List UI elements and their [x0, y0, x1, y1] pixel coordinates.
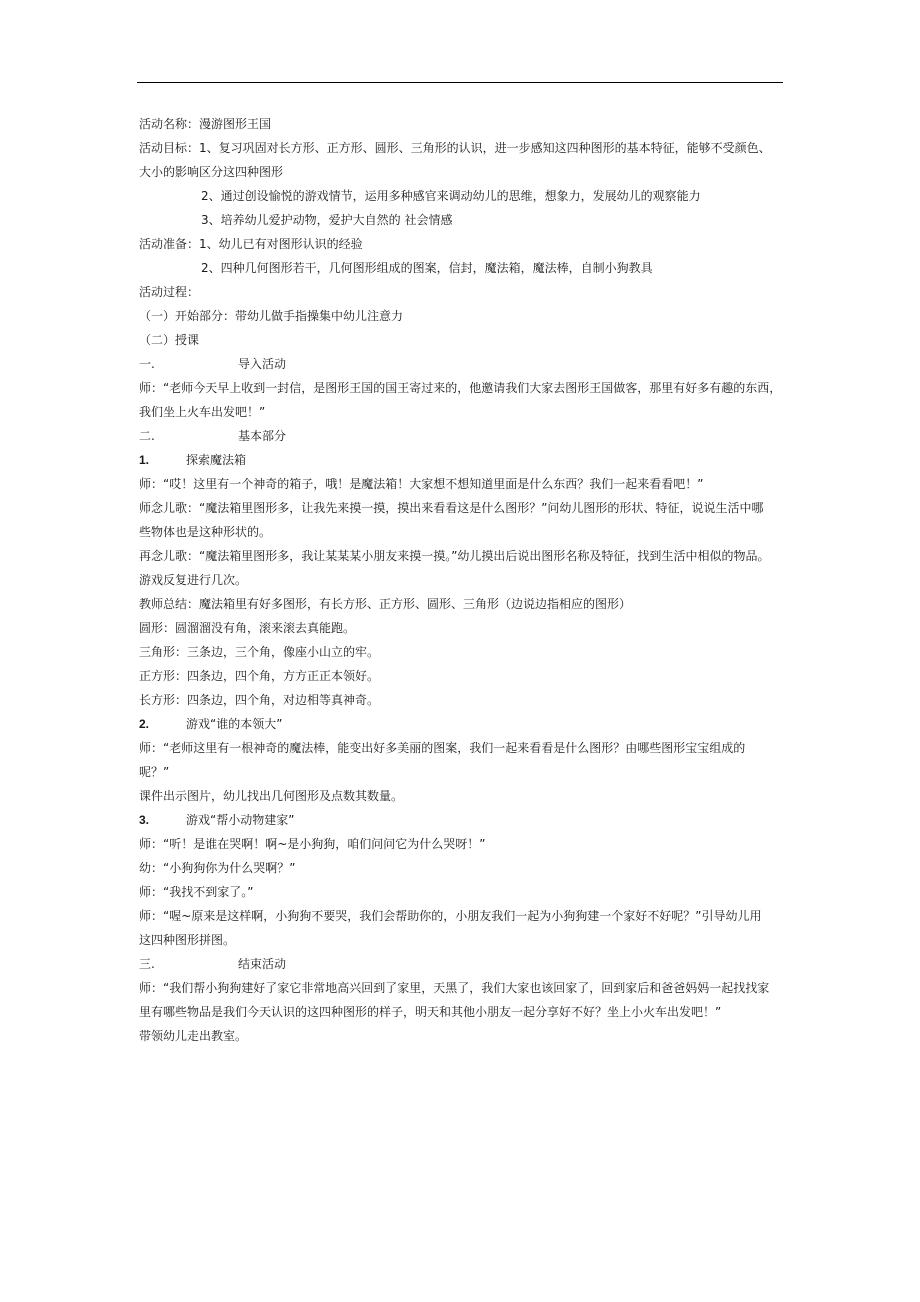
rhyme-line: 三角形：三条边，三个角，像座小山立的牢。 [139, 645, 380, 659]
goal-line: 活动目标：1、复习巩固对长方形、正方形、圆形、三角形的认识，进一步感知这四种图形的基本特征，能够不受颜色、 [139, 141, 771, 155]
paragraph-line: 些物体也是这种形状的。 [139, 525, 272, 539]
paragraph-line: 师：“我们帮小狗狗建好了家它非常地高兴回到了家里，天黑了，我们大家也该回家了，回到家后和爸爸妈妈一起找找家 [139, 981, 770, 995]
paragraph-line: 师：“老师今天早上收到一封信，是图形王国的国王寄过来的，他邀请我们大家去图形王国做客，那里有好多有趣的东西， [139, 381, 782, 395]
paragraph-line: 师：“哎！这里有一个神奇的箱子，哦！是魔法箱！大家想不想知道里面是什么东西？我们一起来看看吧！” [139, 477, 704, 491]
item-heading [139, 448, 794, 472]
prep-line: 2、四种几何图形若干，几何图形组成的图案，信封，魔法箱，魔法棒，自制小狗教具 [201, 261, 653, 275]
paragraph-line: 师：“老师这里有一根神奇的魔法棒，能变出好多美丽的图案，我们一起来看看是什么图形？由哪些图形宝宝组成的 [139, 741, 746, 755]
paragraph-line: 师：“我找不到家了。” [139, 885, 254, 899]
item-title: 游戏“谁的本领大” [186, 717, 283, 731]
item-number: 1. [139, 453, 150, 467]
prep-line: 活动准备：1、幼儿已有对图形认识的经验 [139, 237, 363, 251]
paragraph-line: 我们坐上火车出发吧！” [139, 405, 266, 419]
item-number: 2. [139, 717, 150, 731]
paragraph-line: 幼：“小狗狗你为什么哭啊？” [139, 861, 296, 875]
section-heading [139, 352, 794, 376]
paragraph-line: 里有哪些物品是我们今天认识的这四种图形的样子，明天和其他小朋友一起分享好不好？坐上小火车出发吧！” [139, 1005, 722, 1019]
goal-line: 2、通过创设愉悦的游戏情节，运用多种感官来调动幼儿的思维，想象力，发展幼儿的观察能力 [201, 189, 701, 203]
part-heading: （一）开始部分：带幼儿做手指操集中幼儿注意力 [139, 309, 404, 323]
goal-line: 大小的影响区分这四种图形 [139, 165, 284, 179]
section-number: 三. [139, 957, 155, 971]
item-number: 3. [139, 813, 150, 827]
item-title: 游戏“帮小动物建家” [186, 813, 295, 827]
paragraph-line: 师：“喔~原来是这样啊，小狗狗不要哭，我们会帮助你的，小朋友我们一起为小狗狗建一个家好不好呢？”引导幼儿用 [139, 909, 762, 923]
paragraph-line: 再念儿歌：“魔法箱里图形多，我让某某某小朋友来摸一摸。”幼儿摸出后说出图形名称及特征，找到生活中相似的物品。 [139, 549, 770, 563]
section-number: 一. [139, 357, 155, 371]
header-rule [137, 82, 783, 83]
item-heading [139, 808, 794, 832]
item-title: 探索魔法箱 [186, 453, 247, 467]
document-body [139, 112, 794, 1048]
paragraph-line: 呢？” [139, 765, 170, 779]
paragraph-line: 师：“听！是谁在哭啊！啊~是小狗狗，咱们问问它为什么哭呀！” [139, 837, 486, 851]
paragraph-line: 这四种图形拼图。 [139, 933, 236, 947]
section-number: 二. [139, 429, 155, 443]
paragraph-line: 师念儿歌：“魔法箱里图形多，让我先来摸一摸，摸出来看看这是什么图形？”问幼儿图形的形状、特征，说说生活中哪 [139, 501, 764, 515]
section-heading [139, 424, 794, 448]
goal-line: 3、培养幼儿爱护动物，爱护大自然的 社会情感 [201, 213, 453, 227]
section-heading [139, 952, 794, 976]
paragraph-line: 游戏反复进行几次。 [139, 573, 248, 587]
activity-name: 活动名称：漫游图形王国 [139, 117, 272, 131]
process-heading: 活动过程： [139, 285, 200, 299]
section-title: 导入活动 [238, 357, 287, 371]
paragraph-line: 教师总结：魔法箱里有好多图形，有长方形、正方形、圆形、三角形（边说边指相应的图形） [139, 597, 632, 611]
rhyme-line: 圆形：圆溜溜没有角，滚来滚去真能跑。 [139, 621, 356, 635]
part-heading: （二）授课 [139, 333, 200, 347]
section-title: 结束活动 [238, 957, 287, 971]
rhyme-line: 长方形：四条边，四个角，对边相等真神奇。 [139, 693, 380, 707]
paragraph-line: 课件出示图片，幼儿找出几何图形及点数其数量。 [139, 789, 404, 803]
section-title: 基本部分 [238, 429, 287, 443]
item-heading [139, 712, 794, 736]
rhyme-line: 正方形：四条边，四个角，方方正正本领好。 [139, 669, 380, 683]
paragraph-line: 带领幼儿走出教室。 [139, 1029, 248, 1043]
